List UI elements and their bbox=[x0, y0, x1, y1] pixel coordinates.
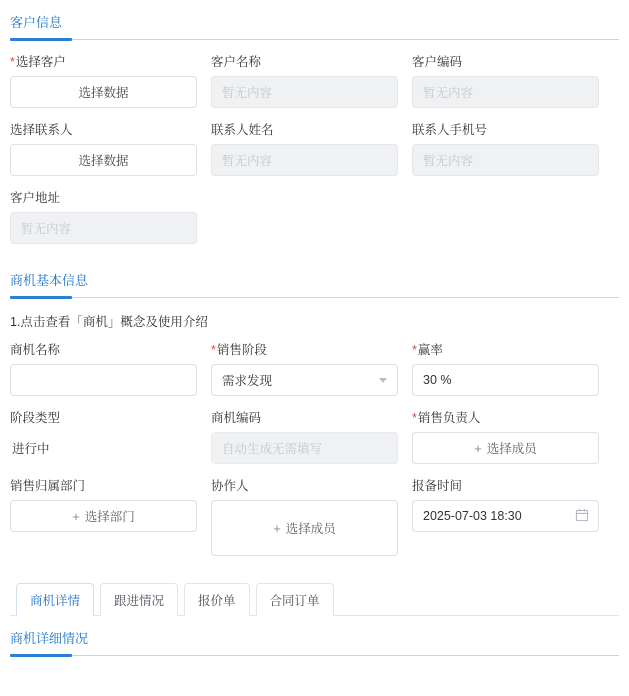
field-select-customer bbox=[10, 54, 197, 108]
label-sales-owner: *销售负责人 bbox=[412, 411, 481, 425]
field-customer-code bbox=[412, 54, 599, 108]
stage-type-value-box bbox=[10, 432, 197, 464]
sales-stage-select[interactable] bbox=[211, 364, 398, 396]
field-sales-dept bbox=[10, 478, 197, 556]
field-sales-stage bbox=[211, 342, 398, 396]
customer-row-3 bbox=[10, 190, 619, 258]
tab-quotation[interactable]: 报价单 bbox=[184, 583, 250, 616]
label-opportunity-code: 商机编码 bbox=[211, 411, 262, 425]
sales-dept-select-button[interactable] bbox=[10, 500, 197, 532]
opportunity-row-1 bbox=[10, 342, 619, 410]
sales-dept-value: 选择部门 bbox=[84, 510, 135, 524]
label-stage-type: 阶段类型 bbox=[10, 411, 61, 425]
section-title-opportunity: 商机基本信息 bbox=[10, 273, 89, 288]
field-win-rate bbox=[412, 342, 599, 396]
win-rate-value: 30 % bbox=[423, 373, 452, 387]
sales-owner-value: 选择成员 bbox=[486, 442, 537, 456]
field-opportunity-code bbox=[211, 410, 398, 464]
field-customer-name bbox=[211, 54, 398, 108]
section-title-customer: 客户信息 bbox=[10, 15, 63, 30]
opportunity-intro-note[interactable]: 1.点击查看「商机」概念及使用介绍 bbox=[10, 315, 208, 329]
label-customer-code: 客户编码 bbox=[412, 55, 463, 69]
detail-tabs bbox=[10, 582, 619, 616]
prepare-time-input[interactable] bbox=[412, 500, 599, 532]
required-marker: * bbox=[412, 343, 417, 357]
label-sales-stage: *销售阶段 bbox=[211, 343, 267, 357]
section-title-detail: 商机详细情况 bbox=[10, 631, 89, 646]
select-contact-button[interactable] bbox=[10, 144, 197, 176]
customer-name-input bbox=[211, 76, 398, 108]
opportunity-code-placeholder: 自动生成无需填写 bbox=[222, 442, 323, 456]
customer-address-value: 暂无内容 bbox=[21, 222, 72, 236]
section-divider-detail bbox=[10, 655, 619, 656]
sales-owner-select-button[interactable] bbox=[412, 432, 599, 464]
plus-icon: + bbox=[474, 440, 482, 456]
customer-row-2 bbox=[10, 122, 619, 190]
label-win-rate: *赢率 bbox=[412, 343, 443, 357]
section-opportunity-detail bbox=[10, 616, 619, 656]
contact-name-input bbox=[211, 144, 398, 176]
required-marker: * bbox=[412, 411, 417, 425]
field-contact-phone bbox=[412, 122, 599, 176]
field-stage-type bbox=[10, 410, 197, 464]
section-opportunity-info bbox=[10, 258, 619, 298]
field-contact-name bbox=[211, 122, 398, 176]
field-select-contact bbox=[10, 122, 197, 176]
sales-stage-value: 需求发现 bbox=[222, 374, 273, 388]
required-marker: * bbox=[211, 343, 216, 357]
label-select-customer: *选择客户 bbox=[10, 55, 66, 69]
field-prepare-time bbox=[412, 478, 599, 556]
customer-name-value: 暂无内容 bbox=[222, 86, 273, 100]
opportunity-row-2 bbox=[10, 410, 619, 478]
field-collaborators bbox=[211, 478, 398, 556]
tab-contract-order[interactable]: 合同订单 bbox=[256, 583, 334, 616]
select-customer-value: 选择数据 bbox=[78, 86, 129, 100]
field-customer-address bbox=[10, 190, 197, 244]
field-opportunity-name bbox=[10, 342, 197, 396]
label-collaborators: 协作人 bbox=[211, 479, 249, 493]
customer-code-value: 暂无内容 bbox=[423, 86, 474, 100]
section-divider-customer bbox=[10, 39, 619, 40]
contact-phone-value: 暂无内容 bbox=[423, 154, 474, 168]
customer-row-1 bbox=[10, 54, 619, 122]
opportunity-row-3 bbox=[10, 478, 619, 570]
chevron-down-icon bbox=[379, 378, 387, 383]
label-contact-phone: 联系人手机号 bbox=[412, 123, 488, 137]
calendar-icon[interactable] bbox=[575, 508, 589, 524]
required-marker: * bbox=[10, 55, 15, 69]
tab-follow-up[interactable]: 跟进情况 bbox=[100, 583, 178, 616]
contact-phone-input bbox=[412, 144, 599, 176]
label-opportunity-name: 商机名称 bbox=[10, 343, 61, 357]
select-customer-button[interactable] bbox=[10, 76, 197, 108]
win-rate-input[interactable] bbox=[412, 364, 599, 396]
label-sales-dept: 销售归属部门 bbox=[10, 479, 86, 493]
customer-address-input bbox=[10, 212, 197, 244]
label-customer-address: 客户地址 bbox=[10, 191, 61, 205]
opportunity-name-input[interactable] bbox=[10, 364, 197, 396]
stage-type-value: 进行中 bbox=[12, 442, 50, 456]
section-customer-info bbox=[10, 0, 619, 40]
label-customer-name: 客户名称 bbox=[211, 55, 262, 69]
label-contact-name: 联系人姓名 bbox=[211, 123, 274, 137]
customer-code-input bbox=[412, 76, 599, 108]
prepare-time-value: 2025-07-03 18:30 bbox=[423, 509, 522, 523]
plus-icon: + bbox=[273, 520, 281, 536]
section-divider-opportunity bbox=[10, 297, 619, 298]
tab-opportunity-detail[interactable]: 商机详情 bbox=[16, 583, 94, 616]
plus-icon: + bbox=[72, 508, 80, 524]
label-prepare-time: 报备时间 bbox=[412, 479, 463, 493]
select-contact-value: 选择数据 bbox=[78, 154, 129, 168]
collaborators-select-button[interactable] bbox=[211, 500, 398, 556]
collaborators-value: 选择成员 bbox=[285, 522, 336, 536]
contact-name-value: 暂无内容 bbox=[222, 154, 273, 168]
label-select-contact: 选择联系人 bbox=[10, 123, 73, 137]
field-sales-owner bbox=[412, 410, 599, 464]
opportunity-code-input bbox=[211, 432, 398, 464]
